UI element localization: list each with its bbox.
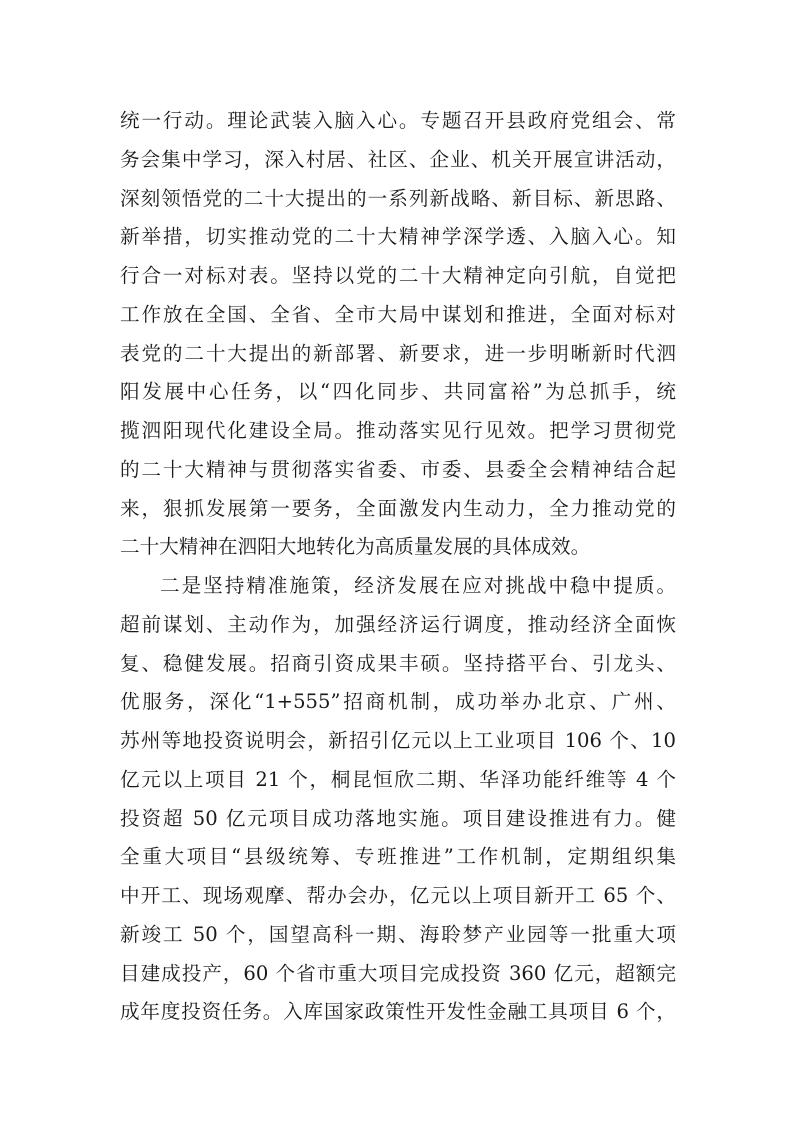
- text-line: 优服务，深化“1+555”招商机制，成功举办北京、广州、: [120, 690, 676, 714]
- text-line: 超前谋划、主动作为，加强经济运行调度，推动经济全面恢: [120, 612, 676, 636]
- text-line: 复、稳健发展。招商引资成果丰硕。坚持搭平台、引龙头、: [120, 651, 676, 675]
- text-line: 目建成投产，60 个省市重大项目完成投资 360 亿元，超额完: [120, 961, 676, 985]
- text-line: 成年度投资任务。入库国家政策性开发性金融工具项目 6 个，: [120, 1000, 676, 1024]
- text-line: 中开工、现场观摩、帮办会办，亿元以上项目新开工 65 个、: [120, 884, 676, 907]
- text-line: 的二十大精神与贯彻落实省委、市委、县委全会精神结合起: [120, 457, 676, 481]
- text-line: 二十大精神在泗阳大地转化为高质量发展的具体成效。: [120, 535, 591, 559]
- paragraph-heading-line: 二是坚持精准施策，经济发展在应对挑战中稳中提质。: [160, 574, 676, 597]
- text-line: 揽泗阳现代化建设全局。推动落实见行见效。把学习贯彻党: [120, 419, 676, 442]
- text-line: 统一行动。理论武装入脑入心。专题召开县政府党组会、常: [120, 109, 676, 132]
- text-line: 务会集中学习，深入村居、社区、企业、机关开展宣讲活动，: [120, 147, 676, 171]
- text-line: 亿元以上项目 21 个，桐昆恒欣二期、华泽功能纤维等 4 个: [120, 767, 676, 791]
- text-line: 深刻领悟党的二十大提出的一系列新战略、新目标、新思路、: [120, 186, 676, 210]
- text-line: 表党的二十大提出的新部署、新要求，进一步明晰新时代泗: [120, 341, 676, 365]
- text-line: 阳发展中心任务，以“四化同步、共同富裕”为总抓手，统: [120, 380, 676, 404]
- text-line: 新竣工 50 个，国望高科一期、海聆梦产业园等一批重大项: [120, 922, 676, 946]
- text-line: 工作放在全国、全省、全市大局中谋划和推进，全面对标对: [120, 302, 676, 326]
- body-text: [120, 102, 676, 1032]
- text-line: 来，狠抓发展第一要务，全面激发内生动力，全力推动党的: [120, 496, 676, 520]
- text-line: 投资超 50 亿元项目成功落地实施。项目建设推进有力。健: [120, 806, 676, 830]
- text-line: 行合一对标对表。坚持以党的二十大精神定向引航，自觉把: [120, 264, 676, 287]
- text-line: 新举措，切实推动党的二十大精神学深学透、入脑入心。知: [120, 225, 676, 249]
- text-line: 苏州等地投资说明会，新招引亿元以上工业项目 106 个、10: [120, 729, 676, 752]
- text-line: 全重大项目“县级统筹、专班推进”工作机制，定期组织集: [120, 845, 676, 869]
